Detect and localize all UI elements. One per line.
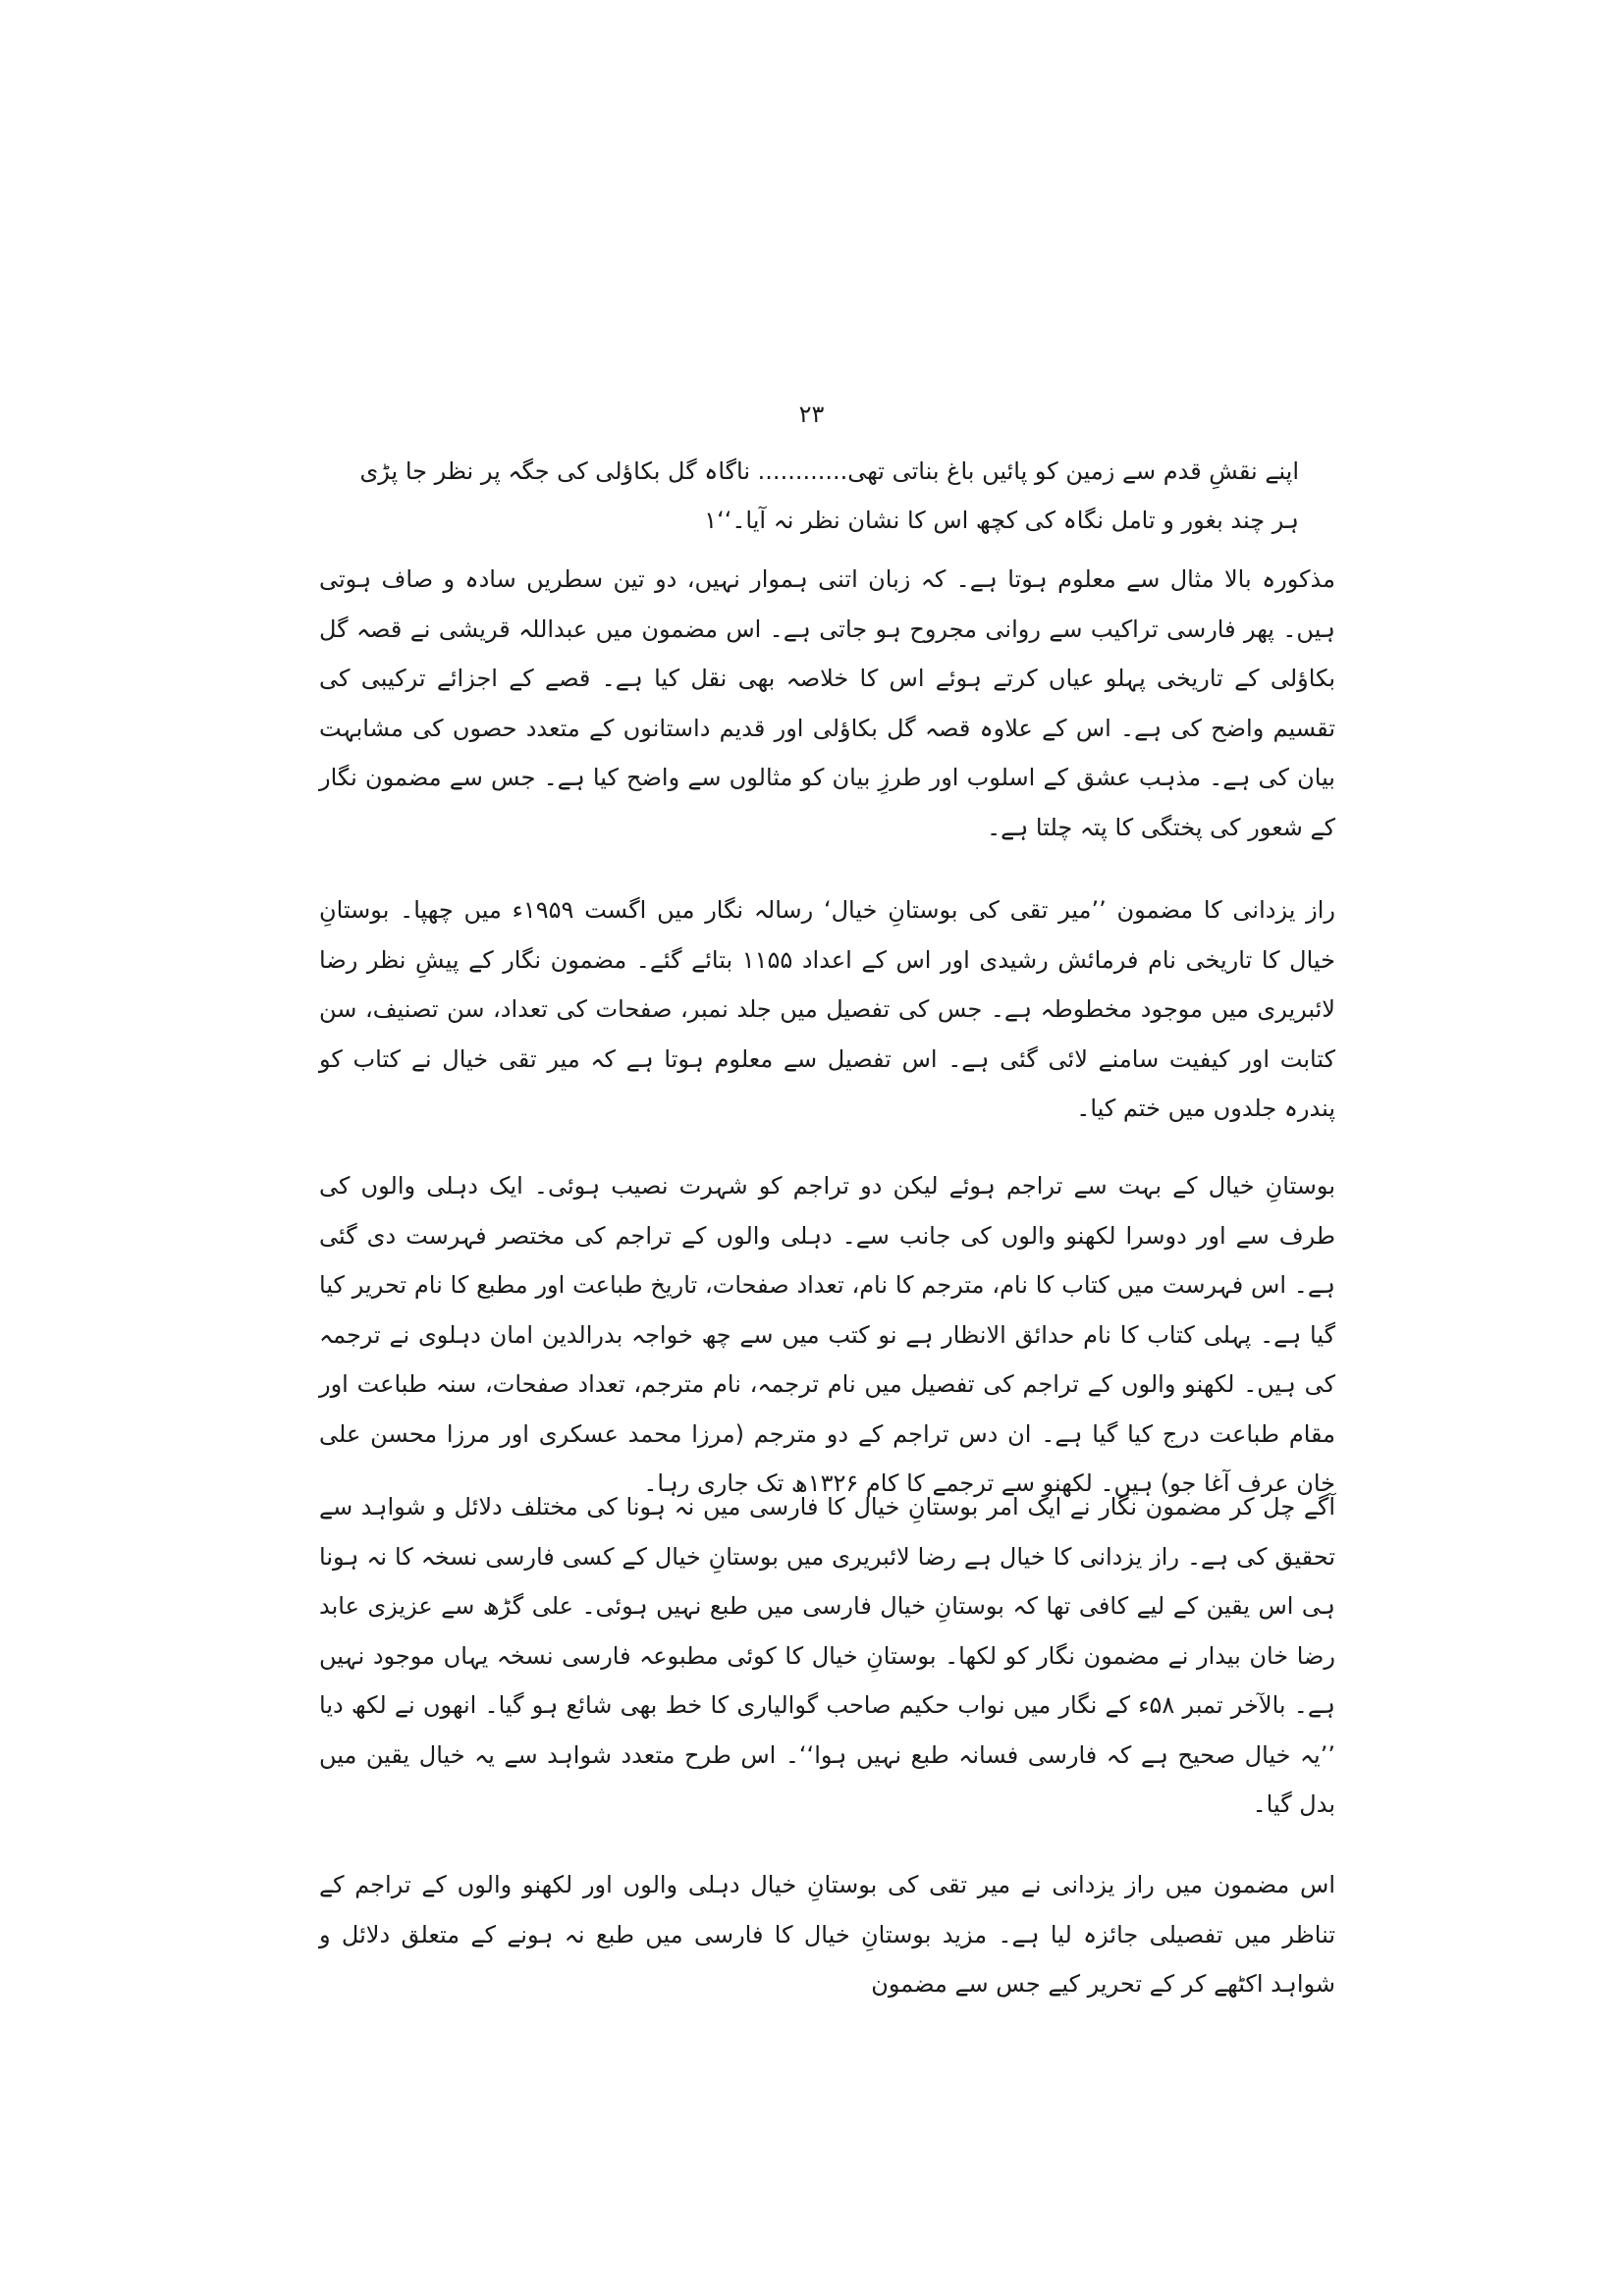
paragraph: اس مضمون میں راز یزدانی نے میر تقی کی بوستانِ خیال دہلی والوں اور لکھنو والوں کے تراجم کے تناظر میں تفصیلی جائزہ لیا ہے۔ مزید بوستانِ خیال کا فارسی میں طبع نہ ہونے کے متعلق دلائل و شواہد اکٹھے کر کے تحریر کیے جس سے مضمون (319, 1871, 1335, 1998)
page-number: ۲۳ (798, 400, 825, 428)
paragraph: راز یزدانی کا مضمون ’’میر تقی کی بوستانِ خیال‘ رسالہ نگار میں اگست ۱۹۵۹ء میں چھپا۔ بوستانِ خیال کا تاریخی نام فرمائش رشیدی اور اس کے اعداد ۱۱۵۵ بتائے گئے۔ مضمون نگار کے پیشِ نظر رضا لائبریری میں موجود مخطوطہ ہے۔ جس کی تفصیل میں جلد نمبر، صفحات کی تعداد، سن تصنیف، سن کتابت اور کیفیت سامنے لائی گئی ہے۔ اس تفصیل سے معلوم ہوتا ہے کہ میر تقی خیال نے کتاب کو پندرہ جلدوں میں ختم کیا۔ (319, 896, 1336, 1122)
paragraph: آگے چل کر مضمون نگار نے ایک امر بوستانِ خیال کا فارسی میں نہ ہونا کی مختلف دلائل و شواہد سے تحقیق کی ہے۔ راز یزدانی کا خیال ہے رضا لائبریری میں بوستانِ خیال کے کسی فارسی نسخہ کا نہ ہونا ہی اس یقین کے لیے کافی تھا کہ بوستانِ خیال فارسی میں طبع نہیں ہوئی۔ علی گڑھ سے عزیزی عابد رضا خان بیدار نے مضمون نگار کو لکھا۔ بوستانِ خیال کا کوئی مطبوعہ فارسی نسخہ یہاں موجود نہیں ہے۔ بالآخر تمبر ۵۸ء کے نگار میں نواب حکیم صاحب گوالیاری کا خط بھی شائع ہو گیا۔ انھوں نے لکھ دیا ’’یہ خیال صحیح ہے کہ فارسی فسانہ طبع نہیں ہوا‘‘۔ اس طرح متعدد شواہد سے یہ خیال یقین میں بدل گیا۔ (319, 1493, 1335, 1818)
quoted-passage: اپنے نقشِ قدم سے زمین کو پائیں باغ بناتی تھی............ ناگاہ گل بکاؤلی کی جگہ پر نظر جا پڑی ہر چند بغور و تامل نگاہ کی کچھ اس کا نشان نظر نہ آیا۔‘‘۱ (359, 457, 1299, 534)
paragraph: بوستانِ خیال کے بہت سے تراجم ہوئے لیکن دو تراجم کو شہرت نصیب ہوئی۔ ایک دہلی والوں کی طرف سے اور دوسرا لکھنو والوں کی جانب سے۔ دہلی والوں کے تراجم کی مختصر فہرست دی گئی ہے۔ اس فہرست میں کتاب کا نام، مترجم کا نام، تعداد صفحات، تاریخ طباعت اور مطبع کا نام تحریر کیا گیا ہے۔ پہلی کتاب کا نام حدائق الانظار ہے نو کتب میں سے چھ خواجہ بدرالدین امان دہلوی نے ترجمہ کی ہیں۔ لکھنو والوں کے تراجم کی تفصیل میں نام ترجمہ، نام مترجم، تعداد صفحات، سنہ طباعت اور مقام طباعت درج کیا گیا ہے۔ ان دس تراجم کے دو مترجم (مرزا محمد عسکری اور مرزا محسن علی خان عرف آغا جو) ہیں۔ لکھنو سے ترجمے کا کام ۱۳۲۶ھ تک جاری رہا۔ (319, 1172, 1335, 1497)
paragraph: مذکورہ بالا مثال سے معلوم ہوتا ہے۔ کہ زبان اتنی ہموار نہیں، دو تین سطریں سادہ و صاف ہوتی ہیں۔ پھر فارسی تراکیب سے روانی مجروح ہو جاتی ہے۔ اس مضمون میں عبداللہ قریشی نے قصہ گل بکاؤلی کے تاریخی پہلو عیاں کرتے ہوئے اس کا خلاصہ بھی نقل کیا ہے۔ قصے کے اجزائے ترکیبی کی تقسیم واضح کی ہے۔ اس کے علاوہ قصہ گل بکاؤلی اور قدیم داستانوں کے متعدد حصوں کی مشابہت بیان کی ہے۔ مذہب عشق کے اسلوب اور طرزِ بیان کو مثالوں سے واضح کیا ہے۔ جس سے مضمون نگار کے شعور کی پختگی کا پتہ چلتا ہے۔ (319, 565, 1335, 841)
